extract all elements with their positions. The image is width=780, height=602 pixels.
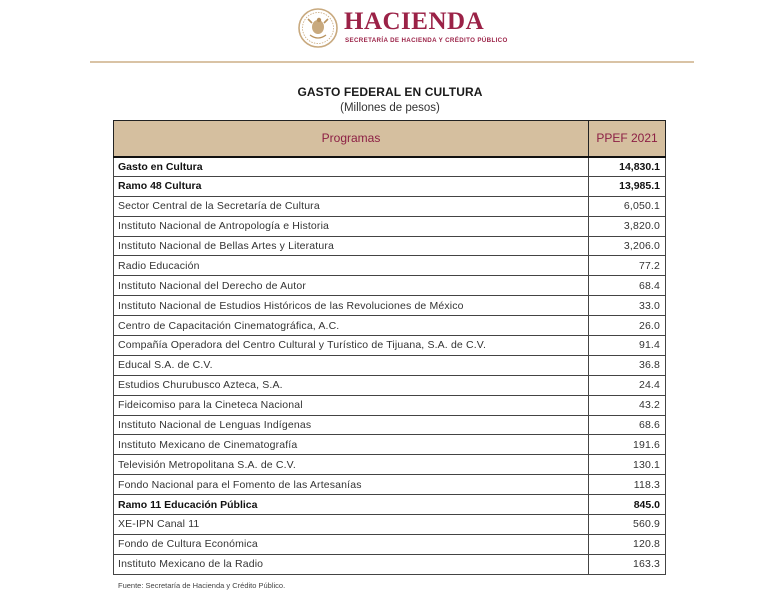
header bbox=[0, 0, 780, 62]
program-value: 120.8 bbox=[589, 534, 666, 554]
table-row bbox=[114, 495, 666, 515]
program-value: 130.1 bbox=[589, 455, 666, 475]
program-name: Ramo 48 Cultura bbox=[114, 176, 589, 196]
program-name: Instituto Nacional de Antropología e Historia bbox=[114, 216, 589, 236]
program-value: 118.3 bbox=[589, 475, 666, 495]
table-row bbox=[114, 276, 666, 296]
table-row bbox=[114, 296, 666, 316]
program-name: Instituto Nacional del Derecho de Autor bbox=[114, 276, 589, 296]
program-name: Centro de Capacitación Cinematográfica, A.C. bbox=[114, 316, 589, 336]
program-value: 3,206.0 bbox=[589, 236, 666, 256]
table-row bbox=[114, 216, 666, 236]
table-row bbox=[114, 395, 666, 415]
program-value: 560.9 bbox=[589, 515, 666, 535]
program-value: 36.8 bbox=[589, 355, 666, 375]
program-value: 845.0 bbox=[589, 495, 666, 515]
table-row bbox=[114, 316, 666, 336]
program-value: 33.0 bbox=[589, 296, 666, 316]
program-name: Estudios Churubusco Azteca, S.A. bbox=[114, 375, 589, 395]
table-header-row bbox=[114, 121, 666, 157]
table-row bbox=[114, 176, 666, 196]
mexico-seal-icon bbox=[298, 8, 338, 48]
program-value: 24.4 bbox=[589, 375, 666, 395]
program-name: Televisión Metropolitana S.A. de C.V. bbox=[114, 455, 589, 475]
program-value: 26.0 bbox=[589, 316, 666, 336]
brand-name: HACIENDA bbox=[344, 8, 485, 35]
table-row bbox=[114, 375, 666, 395]
program-name: Radio Educación bbox=[114, 256, 589, 276]
program-name: Instituto Nacional de Bellas Artes y Literatura bbox=[114, 236, 589, 256]
header-divider bbox=[90, 61, 694, 63]
table-row bbox=[114, 236, 666, 256]
program-value: 68.6 bbox=[589, 415, 666, 435]
program-name: Ramo 11 Educación Pública bbox=[114, 495, 589, 515]
table-row bbox=[114, 336, 666, 356]
brand-tagline: SECRETARÍA DE HACIENDA Y CRÉDITO PÚBLICO bbox=[345, 37, 508, 44]
program-name: Instituto Mexicano de la Radio bbox=[114, 554, 589, 574]
program-name: Fondo Nacional para el Fomento de las Artesanías bbox=[114, 475, 589, 495]
program-name: Instituto Nacional de Lenguas Indígenas bbox=[114, 415, 589, 435]
page-subtitle: (Millones de pesos) bbox=[340, 102, 440, 114]
program-name: Fondo de Cultura Económica bbox=[114, 534, 589, 554]
table-row bbox=[114, 455, 666, 475]
program-value: 91.4 bbox=[589, 336, 666, 356]
source-note: Fuente: Secretaría de Hacienda y Crédito Público. bbox=[118, 581, 286, 590]
program-name: Sector Central de la Secretaría de Cultura bbox=[114, 196, 589, 216]
table-row bbox=[114, 534, 666, 554]
program-name: Fideicomiso para la Cineteca Nacional bbox=[114, 395, 589, 415]
program-value: 163.3 bbox=[589, 554, 666, 574]
program-value: 13,985.1 bbox=[589, 176, 666, 196]
program-value: 43.2 bbox=[589, 395, 666, 415]
program-name: XE-IPN Canal 11 bbox=[114, 515, 589, 535]
budget-table bbox=[113, 120, 666, 575]
table-row bbox=[114, 475, 666, 495]
table-row bbox=[114, 554, 666, 574]
table-row bbox=[114, 196, 666, 216]
program-value: 191.6 bbox=[589, 435, 666, 455]
page-title: GASTO FEDERAL EN CULTURA bbox=[297, 85, 483, 99]
program-value: 14,830.1 bbox=[589, 157, 666, 177]
program-name: Instituto Mexicano de Cinematografía bbox=[114, 435, 589, 455]
program-value: 6,050.1 bbox=[589, 196, 666, 216]
table-row bbox=[114, 415, 666, 435]
program-name: Gasto en Cultura bbox=[114, 157, 589, 177]
table-row bbox=[114, 157, 666, 177]
program-value: 3,820.0 bbox=[589, 216, 666, 236]
program-name: Compañía Operadora del Centro Cultural y Turístico de Tijuana, S.A. de C.V. bbox=[114, 336, 589, 356]
program-value: 68.4 bbox=[589, 276, 666, 296]
table-row bbox=[114, 355, 666, 375]
program-name: Instituto Nacional de Estudios Históricos de las Revoluciones de México bbox=[114, 296, 589, 316]
program-name: Educal S.A. de C.V. bbox=[114, 355, 589, 375]
table-row bbox=[114, 256, 666, 276]
program-value: 77.2 bbox=[589, 256, 666, 276]
column-header-ppef: PPEF 2021 bbox=[589, 121, 666, 157]
table-row bbox=[114, 515, 666, 535]
column-header-programs: Programas bbox=[114, 121, 589, 157]
table-row bbox=[114, 435, 666, 455]
